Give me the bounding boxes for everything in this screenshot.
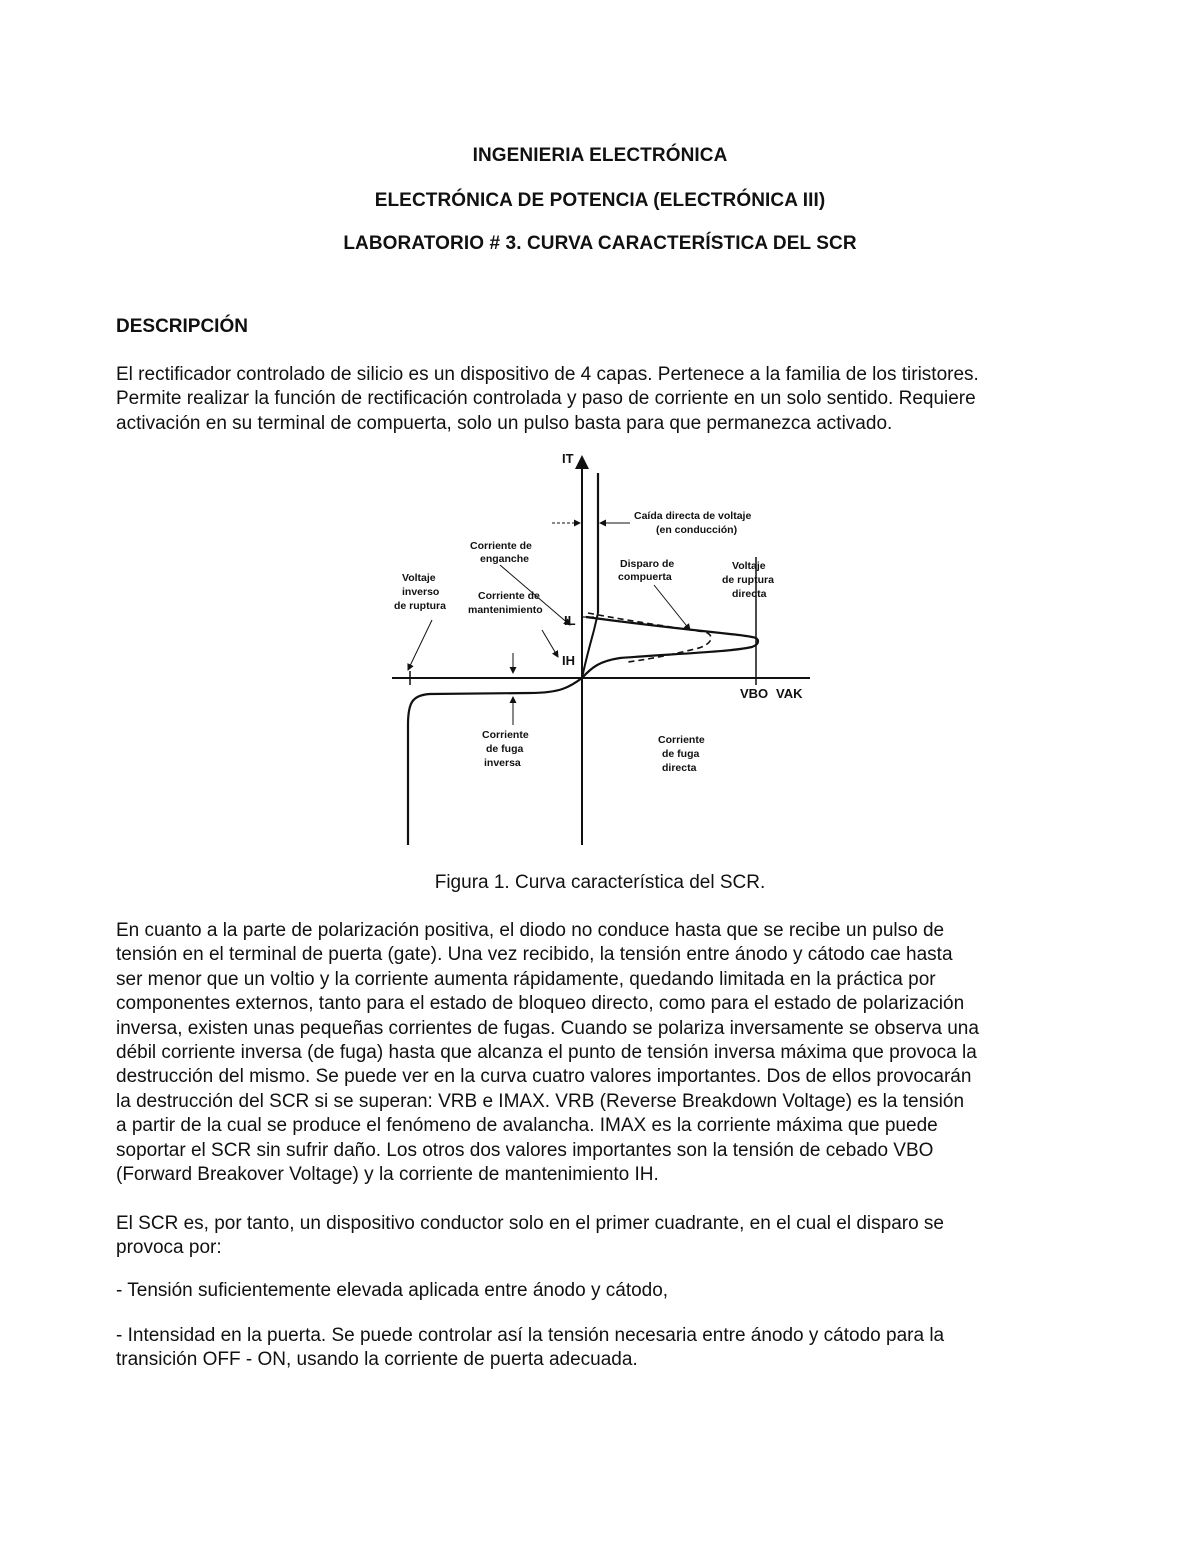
il-label: IL [564, 613, 576, 628]
scr-paragraph [116, 1212, 1094, 1261]
institution-title: INGENIERIA ELECTRÓNICA [472, 145, 728, 166]
body-line: componentes externos, tanto para el estado de bloqueo directo, como para el estado de polarización [116, 993, 965, 1015]
disparo-label-1: Disparo de [620, 558, 675, 570]
intro-line: activación en su terminal de compuerta, solo un pulso basta para que permanezca activado. [116, 412, 893, 434]
mant-label-2: mantenimiento [468, 604, 543, 616]
body-paragraph [116, 919, 1094, 1187]
body-line: inversa, existen unas pequeñas corrientes de fugas. Cuando se polariza inversamente se observa una [116, 1017, 979, 1039]
disparo-label-2: compuerta [618, 571, 672, 583]
rup-dir-label-3: directa [732, 588, 767, 600]
body-line: (Forward Breakover Voltage) y la corriente de mantenimiento IH. [116, 1164, 659, 1186]
body-line: la destrucción del SCR si se superan: VRB e IMAX. VRB (Reverse Breakdown Voltage) es la tensión [116, 1090, 965, 1112]
fuga-inv-label-3: inversa [484, 757, 521, 769]
rup-inv-label-3: de ruptura [394, 600, 446, 612]
body-line: débil corriente inversa (de fuga) hasta que alcanza el punto de tensión inversa máxima que provoca la [116, 1042, 977, 1064]
scr-line: El SCR es, por tanto, un dispositivo conductor solo en el primer cuadrante, en el cual el disparo se [116, 1213, 945, 1234]
intro-line: El rectificador controlado de silicio es un dispositivo de 4 capas. Pertenece a la familia de los tiristores. [116, 364, 979, 385]
section-heading: DESCRIPCIÓN [116, 316, 248, 337]
caida-label-2: (en conducción) [656, 524, 738, 536]
bullet-voltage [116, 1279, 1094, 1303]
scr-curve-figure [370, 445, 830, 850]
rup-inv-label-1: Voltaje [402, 572, 436, 584]
intro-line: Permite realizar la función de rectificación controlada y paso de corriente en un solo sentido. Requiere [116, 388, 976, 410]
axis-x-vak-label: VAK [776, 686, 803, 701]
enganche-label-2: enganche [480, 553, 530, 565]
lab-title: LABORATORIO # 3. CURVA CARACTERÍSTICA DEL SCR [343, 233, 857, 254]
bullet-line: - Intensidad en la puerta. Se puede controlar así la tensión necesaria entre ánodo y cátodo para la [116, 1325, 945, 1346]
mant-label-1: Corriente de [478, 590, 540, 602]
intro-paragraph [116, 363, 1094, 436]
fuga-inv-label-1: Corriente [482, 729, 529, 741]
holding-leader [542, 630, 558, 657]
rup-dir-label-1: Voltaje [732, 560, 766, 572]
bullet-gate [116, 1324, 1094, 1373]
fuga-dir-label-2: de fuga [662, 748, 700, 760]
fuga-dir-label-1: Corriente [658, 734, 705, 746]
scr-line: provoca por: [116, 1237, 222, 1259]
on-state-rise [582, 613, 598, 678]
figure-caption: Figura 1. Curva característica del SCR. [434, 872, 766, 893]
rup-inv-label-2: inverso [402, 586, 440, 598]
enganche-label-1: Corriente de [470, 540, 532, 552]
fuga-dir-label-3: directa [662, 762, 697, 774]
course-title: ELECTRÓNICA DE POTENCIA (ELECTRÓNICA III) [374, 190, 826, 211]
body-line: En cuanto a la parte de polarización positiva, el diodo no conduce hasta que se recibe un pulso de [116, 920, 945, 941]
body-line: soportar el SCR sin sufrir daño. Los otros dos valores importantes son la tensión de cebado VBO [116, 1139, 934, 1161]
rup-dir-label-2: de ruptura [722, 574, 774, 586]
body-line: tensión en el terminal de puerta (gate). Una vez recibido, la tensión entre ánodo y cátodo cae hasta [116, 944, 953, 966]
fuga-inv-label-2: de fuga [486, 743, 524, 755]
axis-y-label: IT [562, 451, 574, 466]
caida-label-1: Caída directa de voltaje [634, 510, 752, 522]
body-line: destrucción del mismo. Se puede ver en la curva cuatro valores importantes. Dos de ellos provocarán [116, 1066, 972, 1088]
axis-x-vbo-label: VBO [740, 686, 769, 701]
bullet-line: transición OFF - ON, usando la corriente de puerta adecuada. [116, 1349, 638, 1371]
body-line: ser menor que un voltio y la corriente aumenta rápidamente, quedando limitada en la práctica por [116, 968, 936, 990]
reverse-breakdown-leader [408, 620, 432, 670]
gate-leader [654, 585, 690, 630]
ih-label: IH [562, 653, 575, 668]
bullet-line: - Tensión suficientemente elevada aplicada entre ánodo y cátodo, [116, 1280, 669, 1301]
body-line: a partir de la cual se produce el fenómeno de avalancha. IMAX es la corriente máxima que puede [116, 1115, 938, 1137]
